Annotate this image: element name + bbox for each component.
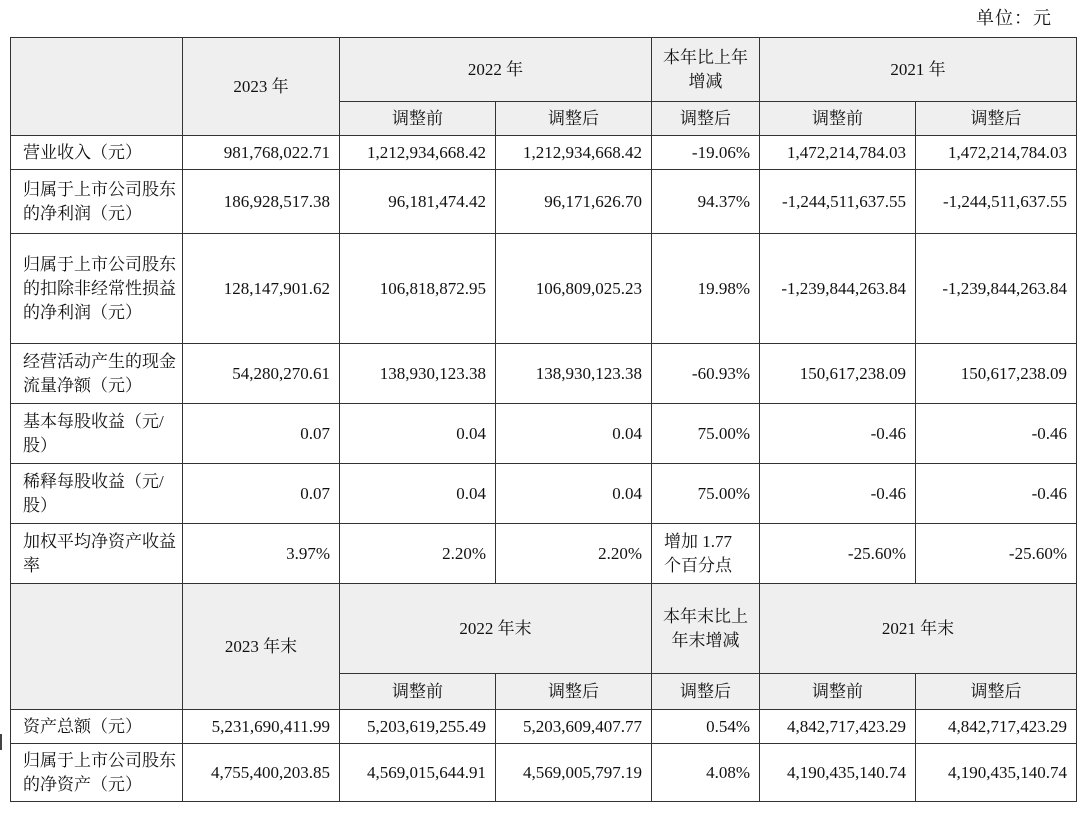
table-row [11, 170, 1077, 234]
sub-header-before: 调整前 [340, 674, 496, 710]
row-label: 经营活动产生的现金流量净额（元） [11, 344, 183, 404]
cell-prev2-after: 4,190,435,140.74 [916, 744, 1077, 802]
cell-prev-before: 106,818,872.95 [340, 234, 496, 344]
table-row [11, 524, 1077, 584]
header-row-1 [11, 38, 1077, 102]
sub-header-after: 调整后 [916, 102, 1077, 136]
cell-prev2-after: 4,842,717,423.29 [916, 710, 1077, 744]
header-prev2-year: 2021 年 [760, 38, 1077, 102]
cell-prev-after: 2.20% [496, 524, 652, 584]
cell-prev-before: 96,181,474.42 [340, 170, 496, 234]
cell-change: 19.98% [652, 234, 760, 344]
cell-current: 128,147,901.62 [183, 234, 340, 344]
cell-prev-after: 1,212,934,668.42 [496, 136, 652, 170]
cell-current: 0.07 [183, 404, 340, 464]
table-row [11, 744, 1077, 802]
cell-prev2-after: 1,472,214,784.03 [916, 136, 1077, 170]
header-current-year: 2023 年 [183, 38, 340, 136]
unit-label: 单位：元 [976, 8, 1052, 28]
table-row [11, 234, 1077, 344]
row-label: 稀释每股收益（元/股） [11, 464, 183, 524]
header-change: 本年比上年增减 [652, 38, 760, 102]
cell-current: 4,755,400,203.85 [183, 744, 340, 802]
sub-header-after: 调整后 [916, 674, 1077, 710]
table-row [11, 136, 1077, 170]
table-row [11, 344, 1077, 404]
margin-mark [0, 734, 2, 750]
cell-current: 3.97% [183, 524, 340, 584]
sub-header-before: 调整前 [760, 102, 916, 136]
cell-prev-after: 0.04 [496, 464, 652, 524]
sub-header-change: 调整后 [652, 674, 760, 710]
row-label: 归属于上市公司股东的净资产（元） [11, 744, 183, 802]
header-row-2 [11, 584, 1077, 674]
header-empty-cell [11, 38, 183, 136]
sub-header-before: 调整前 [760, 674, 916, 710]
cell-prev2-before: -1,244,511,637.55 [760, 170, 916, 234]
cell-prev-after: 5,203,609,407.77 [496, 710, 652, 744]
sub-header-change: 调整后 [652, 102, 760, 136]
cell-change: 94.37% [652, 170, 760, 234]
table-row [11, 464, 1077, 524]
cell-prev-after: 138,930,123.38 [496, 344, 652, 404]
sub-header-before: 调整前 [340, 102, 496, 136]
row-label: 营业收入（元） [11, 136, 183, 170]
cell-prev-after: 4,569,005,797.19 [496, 744, 652, 802]
cell-change: 0.54% [652, 710, 760, 744]
cell-change: -60.93% [652, 344, 760, 404]
cell-prev2-before: 150,617,238.09 [760, 344, 916, 404]
cell-change: 4.08% [652, 744, 760, 802]
cell-current: 186,928,517.38 [183, 170, 340, 234]
cell-prev-before: 1,212,934,668.42 [340, 136, 496, 170]
cell-prev-before: 2.20% [340, 524, 496, 584]
cell-prev-before: 138,930,123.38 [340, 344, 496, 404]
cell-prev-after: 96,171,626.70 [496, 170, 652, 234]
cell-prev-before: 5,203,619,255.49 [340, 710, 496, 744]
cell-prev-before: 4,569,015,644.91 [340, 744, 496, 802]
cell-current: 5,231,690,411.99 [183, 710, 340, 744]
cell-prev-after: 106,809,025.23 [496, 234, 652, 344]
cell-prev2-before: -0.46 [760, 404, 916, 464]
cell-prev2-after: -0.46 [916, 404, 1077, 464]
cell-prev-before: 0.04 [340, 404, 496, 464]
cell-prev2-after: 150,617,238.09 [916, 344, 1077, 404]
table-row [11, 710, 1077, 744]
cell-change: 增加 1.77 个百分点 [652, 524, 760, 584]
cell-prev2-before: 4,190,435,140.74 [760, 744, 916, 802]
cell-current: 54,280,270.61 [183, 344, 340, 404]
header-prev2-year-end: 2021 年末 [760, 584, 1077, 674]
cell-prev-before: 0.04 [340, 464, 496, 524]
header-prev-year: 2022 年 [340, 38, 652, 102]
cell-prev2-after: -1,244,511,637.55 [916, 170, 1077, 234]
header-current-year-end: 2023 年末 [183, 584, 340, 710]
table-row [11, 404, 1077, 464]
cell-prev2-before: -25.60% [760, 524, 916, 584]
cell-prev-after: 0.04 [496, 404, 652, 464]
sub-header-after: 调整后 [496, 102, 652, 136]
cell-prev2-after: -0.46 [916, 464, 1077, 524]
cell-current: 0.07 [183, 464, 340, 524]
cell-prev2-before: -0.46 [760, 464, 916, 524]
cell-change: 75.00% [652, 404, 760, 464]
financial-data-table [10, 37, 1077, 802]
row-label: 归属于上市公司股东的扣除非经常性损益的净利润（元） [11, 234, 183, 344]
cell-prev2-after: -25.60% [916, 524, 1077, 584]
cell-change: -19.06% [652, 136, 760, 170]
header-change-end: 本年末比上年末增减 [652, 584, 760, 674]
row-label: 加权平均净资产收益率 [11, 524, 183, 584]
cell-current: 981,768,022.71 [183, 136, 340, 170]
sub-header-after: 调整后 [496, 674, 652, 710]
row-label: 归属于上市公司股东的净利润（元） [11, 170, 183, 234]
cell-prev2-before: -1,239,844,263.84 [760, 234, 916, 344]
cell-prev2-before: 4,842,717,423.29 [760, 710, 916, 744]
row-label: 资产总额（元） [11, 710, 183, 744]
row-label: 基本每股收益（元/股） [11, 404, 183, 464]
cell-prev2-after: -1,239,844,263.84 [916, 234, 1077, 344]
header-prev-year-end: 2022 年末 [340, 584, 652, 674]
cell-change: 75.00% [652, 464, 760, 524]
cell-prev2-before: 1,472,214,784.03 [760, 136, 916, 170]
header-empty-cell [11, 584, 183, 710]
